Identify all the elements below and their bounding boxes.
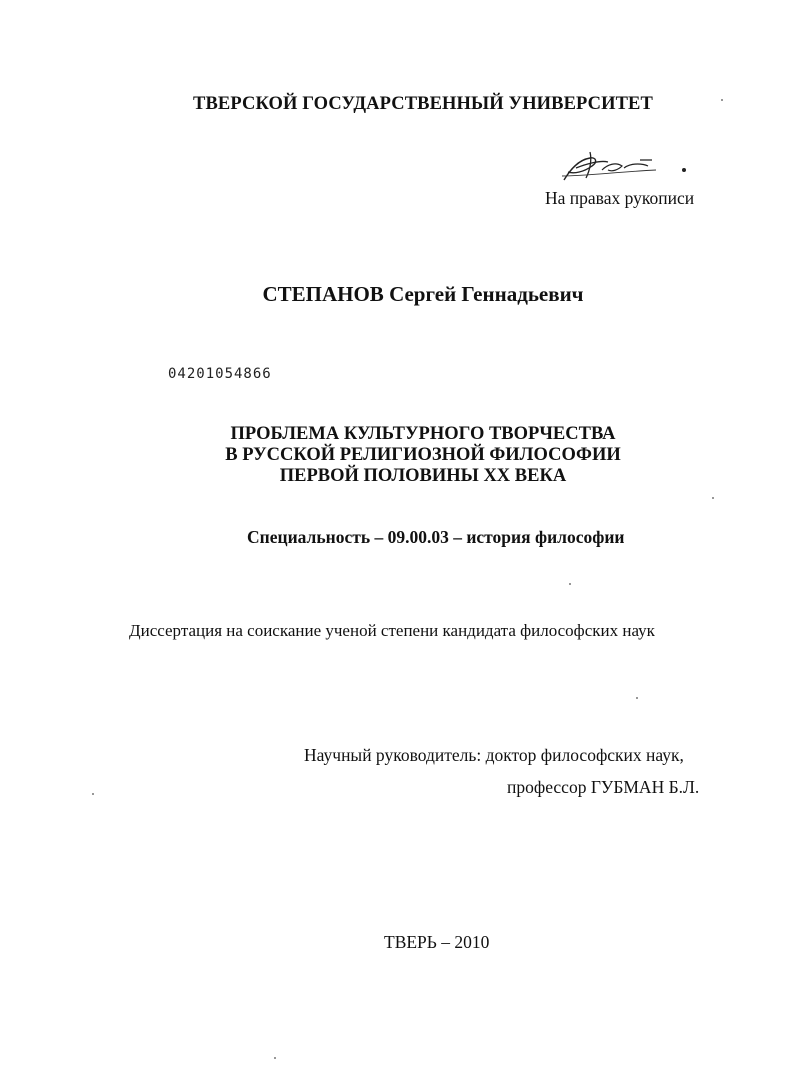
author-surname: СТЕПАНОВ — [262, 282, 384, 306]
manuscript-note: На правах рукописи — [545, 188, 695, 208]
advisor-line-1: Научный руководитель: доктор философских наук, — [304, 745, 684, 765]
title-line: ПРОБЛЕМА КУЛЬТУРНОГО ТВОРЧЕСТВА — [230, 424, 616, 444]
catalog-code: 04201054866 — [168, 366, 272, 382]
scan-speck — [636, 697, 638, 699]
scan-speck — [92, 793, 94, 795]
scan-speck — [721, 99, 723, 101]
signature-dot — [682, 168, 686, 172]
signature-icon — [556, 146, 676, 188]
degree-line: Диссертация на соискание ученой степени кандидата философских наук — [129, 621, 655, 640]
advisor-line-2: профессор ГУБМАН Б.Л. — [507, 777, 700, 797]
scan-speck — [569, 583, 571, 585]
author-given-name: Сергей Геннадьевич — [389, 282, 584, 306]
city-year: ТВЕРЬ – 2010 — [384, 932, 490, 952]
scan-speck — [274, 1057, 276, 1059]
title-line: ПЕРВОЙ ПОЛОВИНЫ XX ВЕКА — [279, 466, 567, 486]
author-name — [0, 282, 793, 307]
university-name: ТВЕРСКОЙ ГОСУДАРСТВЕННЫЙ УНИВЕРСИТЕТ — [193, 94, 653, 114]
title-line: В РУССКОЙ РЕЛИГИОЗНОЙ ФИЛОСОФИИ — [225, 445, 621, 465]
specialty-line: Специальность – 09.00.03 – история философии — [247, 527, 625, 547]
dissertation-title — [200, 424, 646, 487]
scan-speck — [712, 497, 714, 499]
